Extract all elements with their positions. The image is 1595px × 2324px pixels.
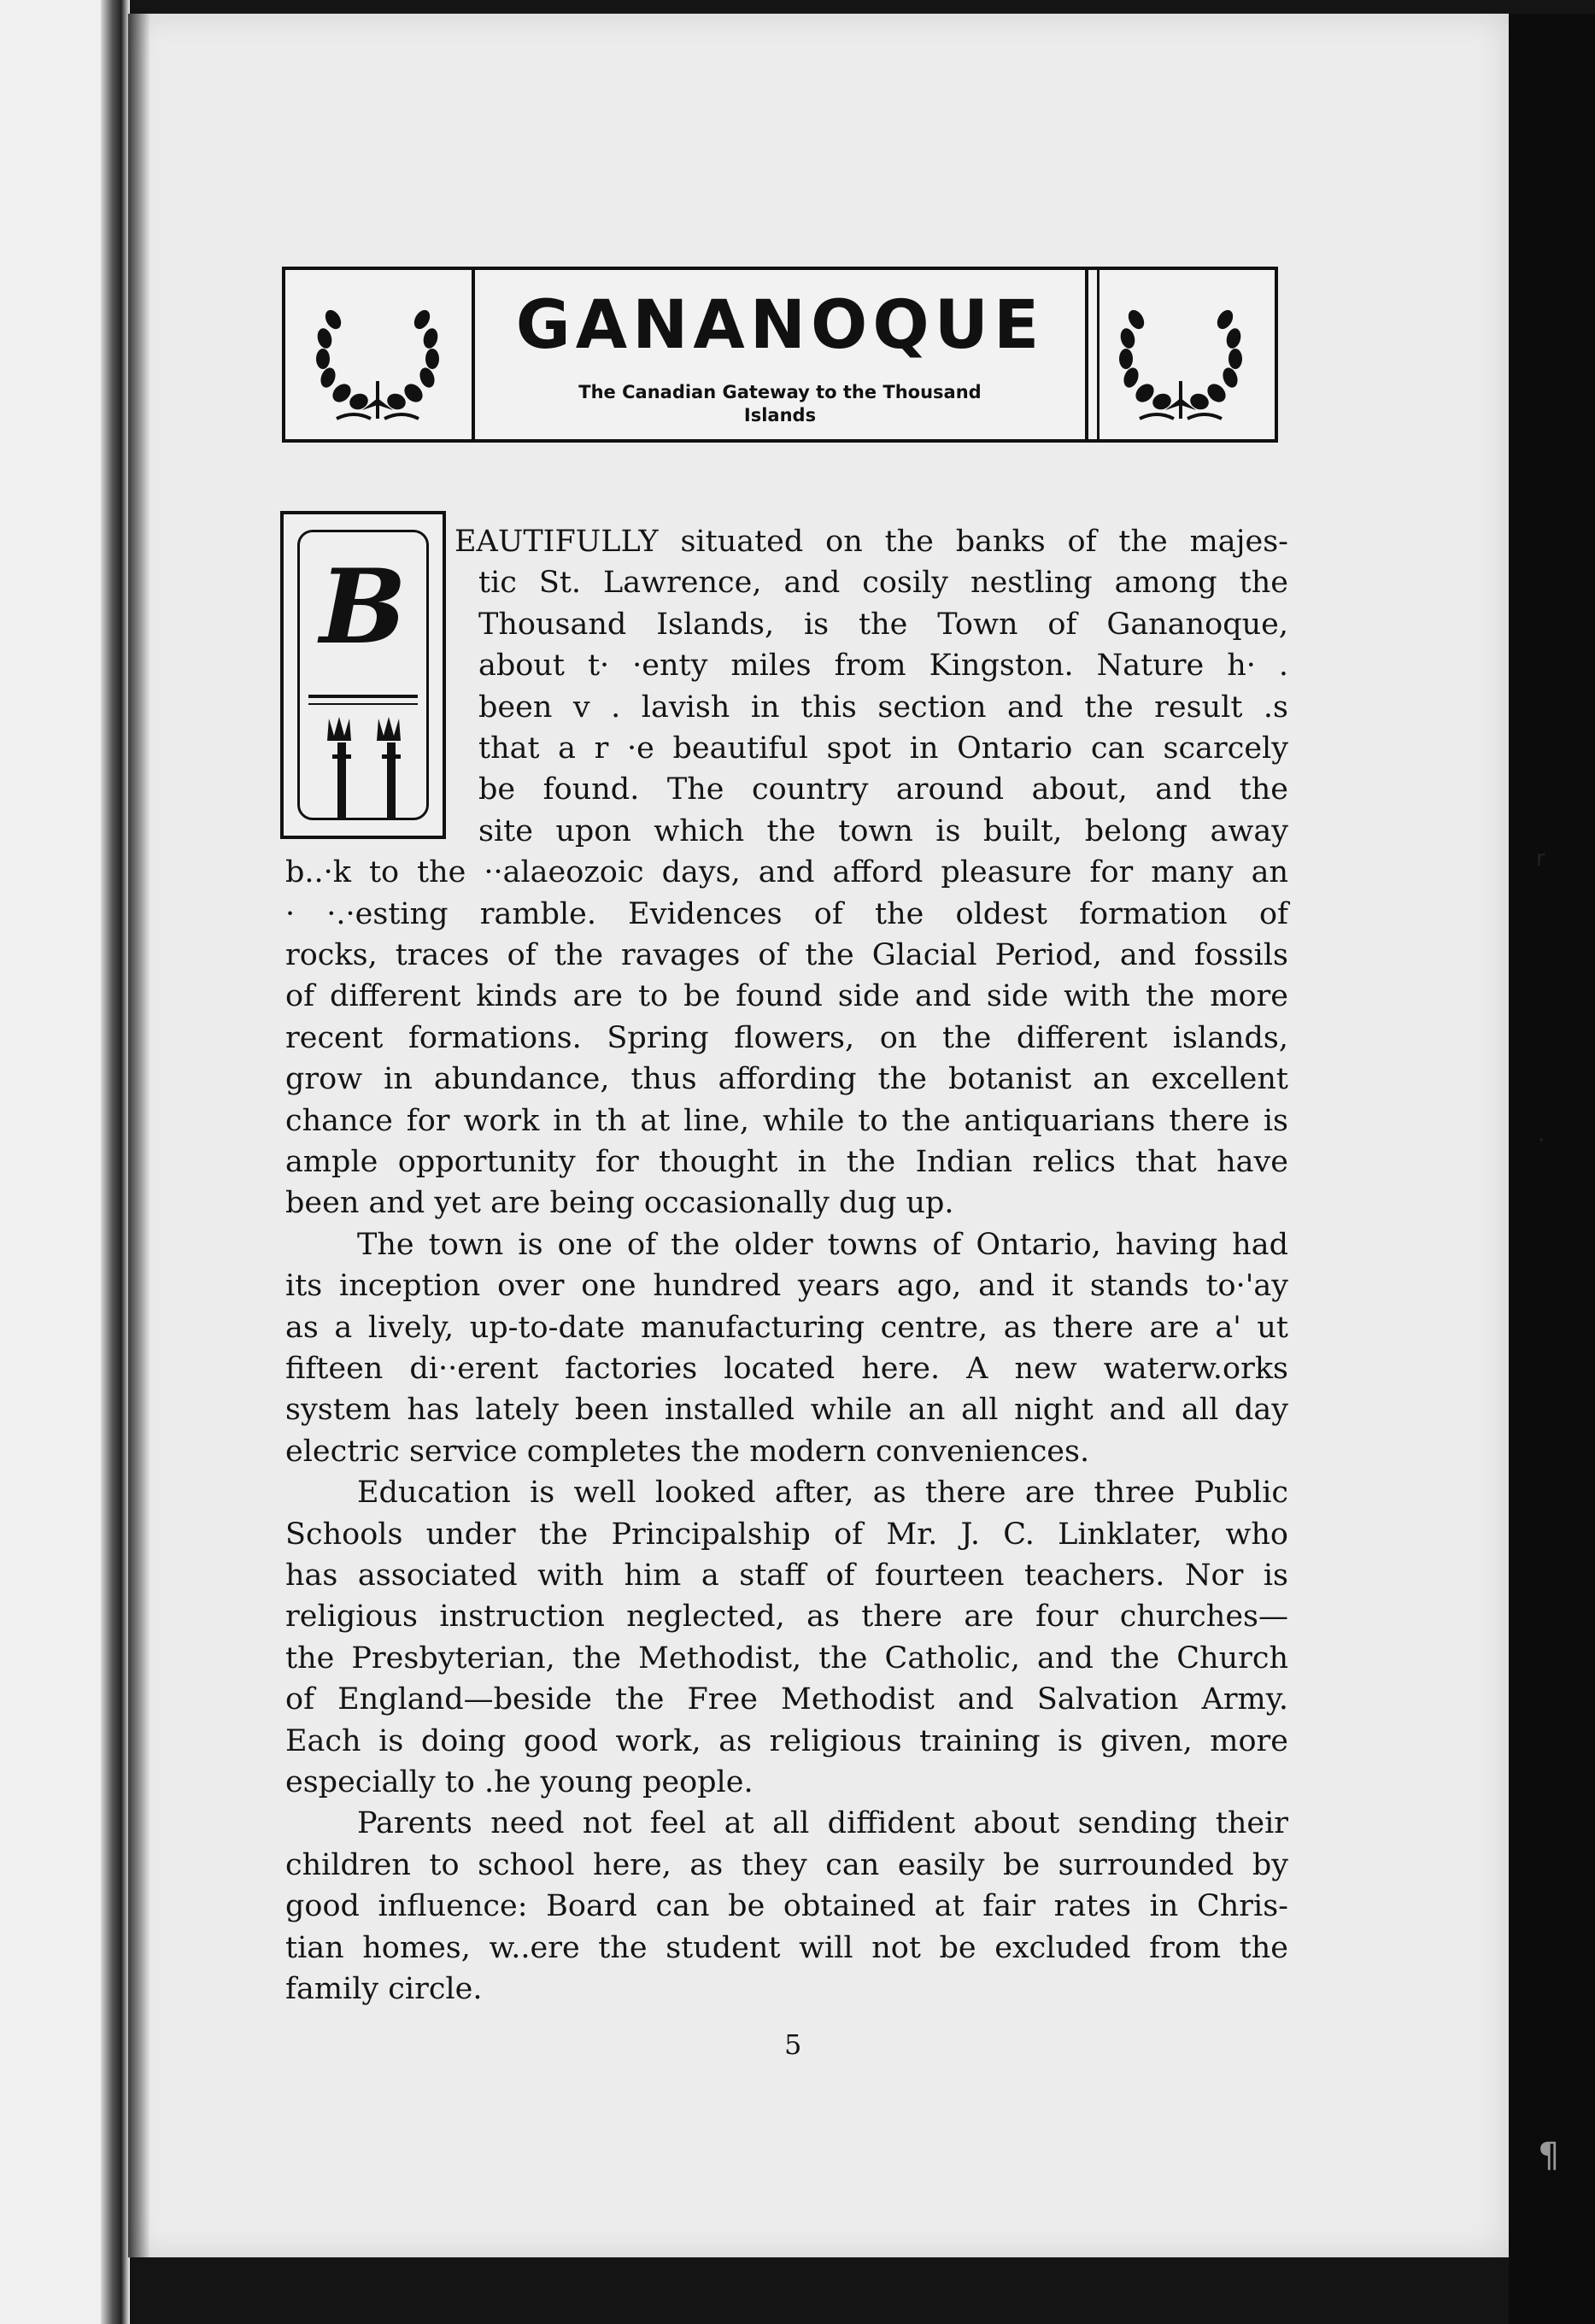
text-line: · ·.·esting ramble. Evidences of the oldest formation of bbox=[285, 896, 1288, 931]
text-line: fifteen di··erent factories located here. A new waterw.orks bbox=[285, 1352, 1288, 1386]
text-line: rocks, traces of the ravages of the Glacial Period, and fossils bbox=[285, 938, 1288, 972]
drop-cap-rule bbox=[308, 703, 418, 705]
drop-cap-frame bbox=[297, 530, 429, 820]
drop-cap-box bbox=[280, 511, 446, 839]
text-line: religious instruction neglected, as there are four churches— bbox=[285, 1599, 1288, 1634]
text-line: its inception over one hundred years ago, and it stands to·'ay bbox=[285, 1269, 1288, 1304]
text-line: especially to .he young people. bbox=[285, 1765, 754, 1799]
text-line: been and yet are being occasionally dug up. bbox=[285, 1186, 954, 1221]
scan-speck: ¶ bbox=[1538, 2136, 1560, 2175]
text-line: b..·k to the ··alaeozoic days, and afford pleasure for many an bbox=[285, 855, 1288, 890]
text-line: EAUTIFULLY situated on the banks of the majes- bbox=[454, 525, 1288, 559]
text-line: about t· ·enty miles from Kingston. Nature h· . bbox=[478, 648, 1288, 684]
banner-right-ornament bbox=[1085, 270, 1275, 439]
drop-cap-letter: B bbox=[320, 547, 407, 667]
text-line: electric service completes the modern conveniences. bbox=[285, 1434, 1090, 1469]
text-line: chance for work in th at line, while to the antiquarians there is bbox=[285, 1103, 1288, 1138]
text-line: the Presbyterian, the Methodist, the Catholic, and the Church bbox=[285, 1640, 1288, 1676]
text-line: that a r ·e beautiful spot in Ontario can scarcely bbox=[478, 731, 1288, 766]
drop-cap-rule bbox=[308, 695, 418, 698]
text-line: Parents need not feel at all diffident about sending their bbox=[357, 1806, 1288, 1841]
binding-edge bbox=[101, 0, 130, 2324]
text-line: tian homes, w..ere the student will not be excluded from the bbox=[285, 1930, 1288, 1965]
text-line: children to school here, as they can easily be surrounded by bbox=[285, 1847, 1288, 1882]
text-line: Education is well looked after, as there are three Public bbox=[357, 1476, 1288, 1511]
text-line: Thousand Islands, is the Town of Gananoque, bbox=[478, 607, 1288, 642]
text-line: family circle. bbox=[285, 1972, 483, 2006]
page-gutter-shadow bbox=[128, 14, 150, 2257]
torch-ornament-icon bbox=[317, 712, 419, 823]
page-subtitle: The Canadian Gateway to the Thousand Islands bbox=[578, 382, 982, 425]
page-number: 5 bbox=[784, 2028, 802, 2061]
text-line: be found. The country around about, and the bbox=[478, 772, 1288, 807]
text-line: of England—beside the Free Methodist and Salvation Army. bbox=[285, 1682, 1288, 1717]
text-line: has associated with him a staff of fourteen teachers. Nor is bbox=[285, 1558, 1288, 1593]
wreath-icon bbox=[1105, 285, 1256, 429]
text-line: ample opportunity for thought in the Indian relics that have bbox=[285, 1145, 1288, 1179]
text-line: of different kinds are to be found side and side with the more bbox=[285, 979, 1288, 1014]
scan-speck: r bbox=[1536, 846, 1545, 872]
text-line: recent formations. Spring flowers, on the different islands, bbox=[285, 1020, 1288, 1055]
banner-center bbox=[475, 270, 1085, 439]
text-line: system has lately been installed while an all night and all day bbox=[285, 1393, 1288, 1428]
text-line: good influence: Board can be obtained at fair rates in Chris- bbox=[285, 1889, 1288, 1924]
text-line: Each is doing good work, as religious training is given, more bbox=[285, 1723, 1288, 1758]
scan-border bbox=[1509, 14, 1595, 2324]
text-line: site upon which the town is built, belong away bbox=[478, 813, 1288, 848]
page-title: GANANOQUE bbox=[515, 287, 1045, 364]
text-line: tic St. Lawrence, and cosily nestling among the bbox=[478, 566, 1288, 601]
banner-left-ornament bbox=[285, 270, 475, 439]
title-banner bbox=[282, 267, 1278, 443]
text-line: grow in abundance, thus affording the botanist an excellent bbox=[285, 1062, 1288, 1097]
text-line: been v . lavish in this section and the result .s bbox=[478, 690, 1288, 725]
scan-speck: · bbox=[1538, 1128, 1545, 1153]
wreath-icon bbox=[302, 285, 453, 429]
text-line: The town is one of the older towns of Ontario, having had bbox=[357, 1227, 1288, 1262]
text-line: Schools under the Principalship of Mr. J. C. Linklater, who bbox=[285, 1517, 1288, 1552]
text-line: as a lively, up-to-date manufacturing centre, as there are a' ut bbox=[285, 1310, 1288, 1345]
